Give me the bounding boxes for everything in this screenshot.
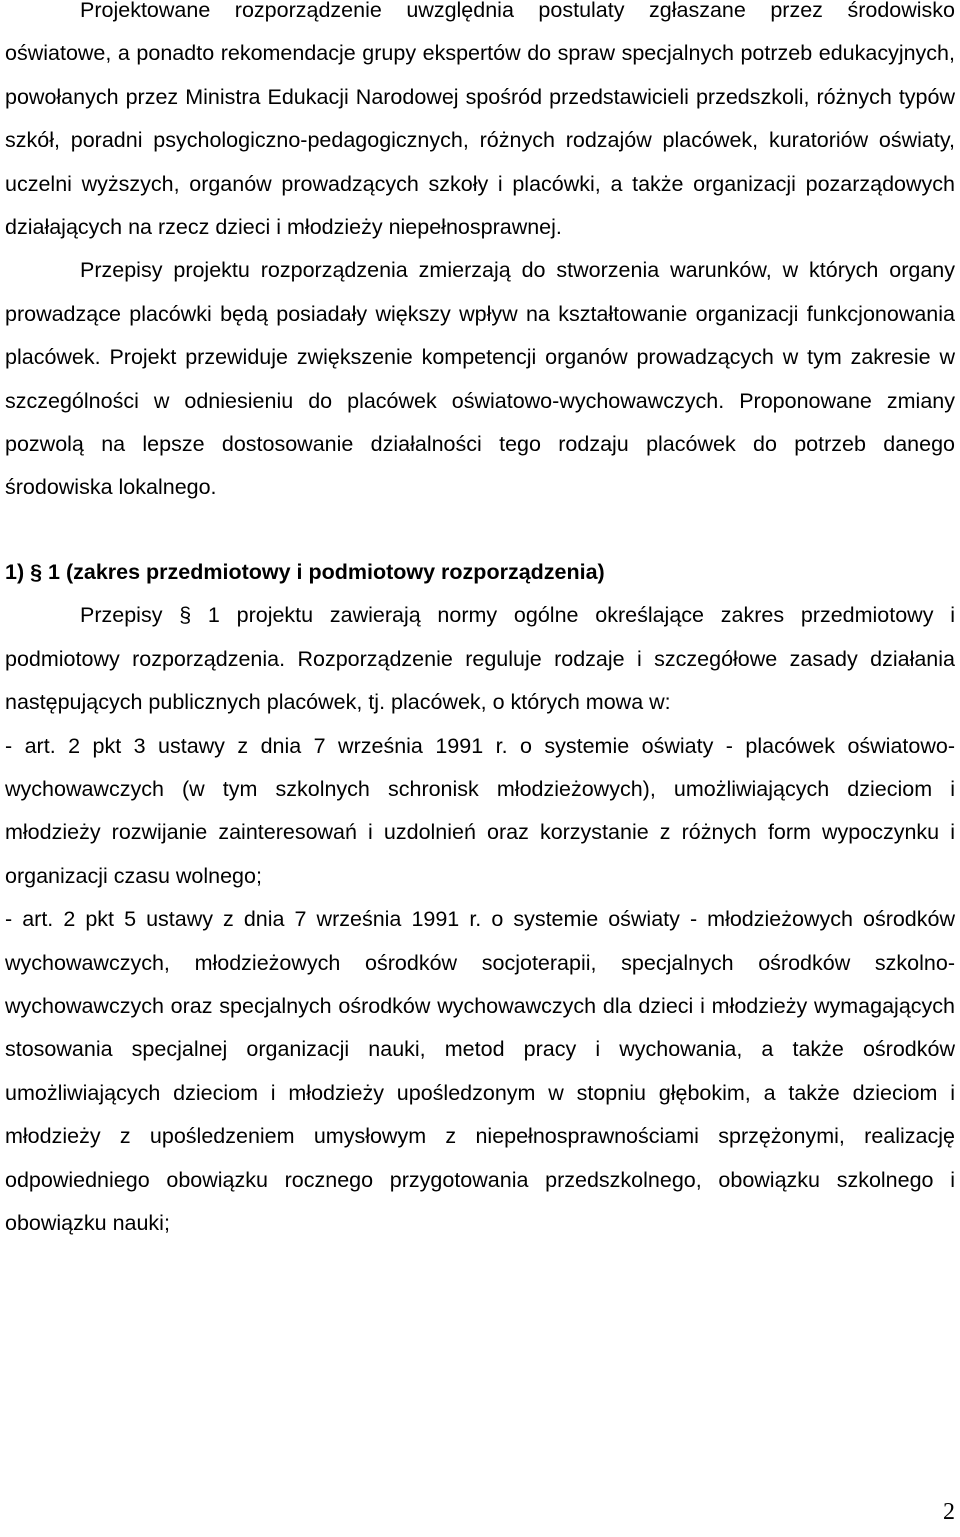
list-item-art-2-pkt-5: - art. 2 pkt 5 ustawy z dnia 7 września 1991 r. o systemie oświaty - młodzieżowych ośrodków wychowawczych, młodzieżowych ośrodków socjoterapii, specjalnych ośrodków szkolno-wychowawczych oraz specjalnych ośrodków wychowawczych dla dzieci i młodzieży wymagających stosowania specjalnej organizacji nauki, metod pracy i wychowania, a także ośrodków umożliwiających dzieciom i młodzieży upośledzonym w stopniu głębokim, a także dzieciom i młodzieży z upośledzeniem umysłowym z niepełnosprawnościami sprzężonymi, realizację odpowiedniego obowiązku rocznego przygotowania przedszkolnego, obowiązku szkolnego i obowiązku nauki; — [5, 907, 955, 1235]
document-page — [5, 0, 955, 1245]
list-item-art-2-pkt-3: - art. 2 pkt 3 ustawy z dnia 7 września 1991 r. o systemie oświaty - placówek oświatowo-wychowawczych (w tym szkolnych schronisk młodzieżowych), umożliwiających dzieciom i młodzieży rozwijanie zainteresowań i uzdolnień oraz korzystanie z różnych form wypoczynku i organizacji czasu wolnego; — [5, 733, 955, 888]
paragraph-intro: Projektowane rozporządzenie uwzględnia postulaty zgłaszane przez środowisko oświatowe, a ponadto rekomendacje grupy ekspertów do spraw specjalnych potrzeb edukacyjnych, powołanych przez Ministra Edukacji Narodowej spośród przedstawicieli przedszkoli, różnych typów szkół, poradni psychologiczno-pedagogicznych, różnych rodzajów placówek, kuratoriów oświaty, uczelni wyższych, organów prowadzących szkoły i placówki, a także organizacji pozarządowych działających na rzecz dzieci i młodzieży niepełnosprawnej. — [5, 0, 955, 240]
paragraph-scope: Przepisy § 1 projektu zawierają normy ogólne określające zakres przedmiotowy i podmiotowy rozporządzenia. Rozporządzenie reguluje rodzaje i szczegółowe zasady działania następujących publicznych placówek, tj. placówek, o których mowa w: — [5, 603, 955, 715]
section-heading: 1) § 1 (zakres przedmiotowy i podmiotowy rozporządzenia) — [5, 559, 605, 584]
paragraph-regulations: Przepisy projektu rozporządzenia zmierzają do stworzenia warunków, w których organy prowadzące placówki będą posiadały większy wpływ na kształtowanie organizacji funkcjonowania placówek. Projekt przewiduje zwiększenie kompetencji organów prowadzących w tym zakresie w szczególności w odniesieniu do placówek oświatowo-wychowawczych. Proponowane zmiany pozwolą na lepsze dostosowanie działalności tego rodzaju placówek do potrzeb danego środowiska lokalnego. — [5, 258, 955, 500]
page-number: 2 — [943, 1499, 955, 1525]
